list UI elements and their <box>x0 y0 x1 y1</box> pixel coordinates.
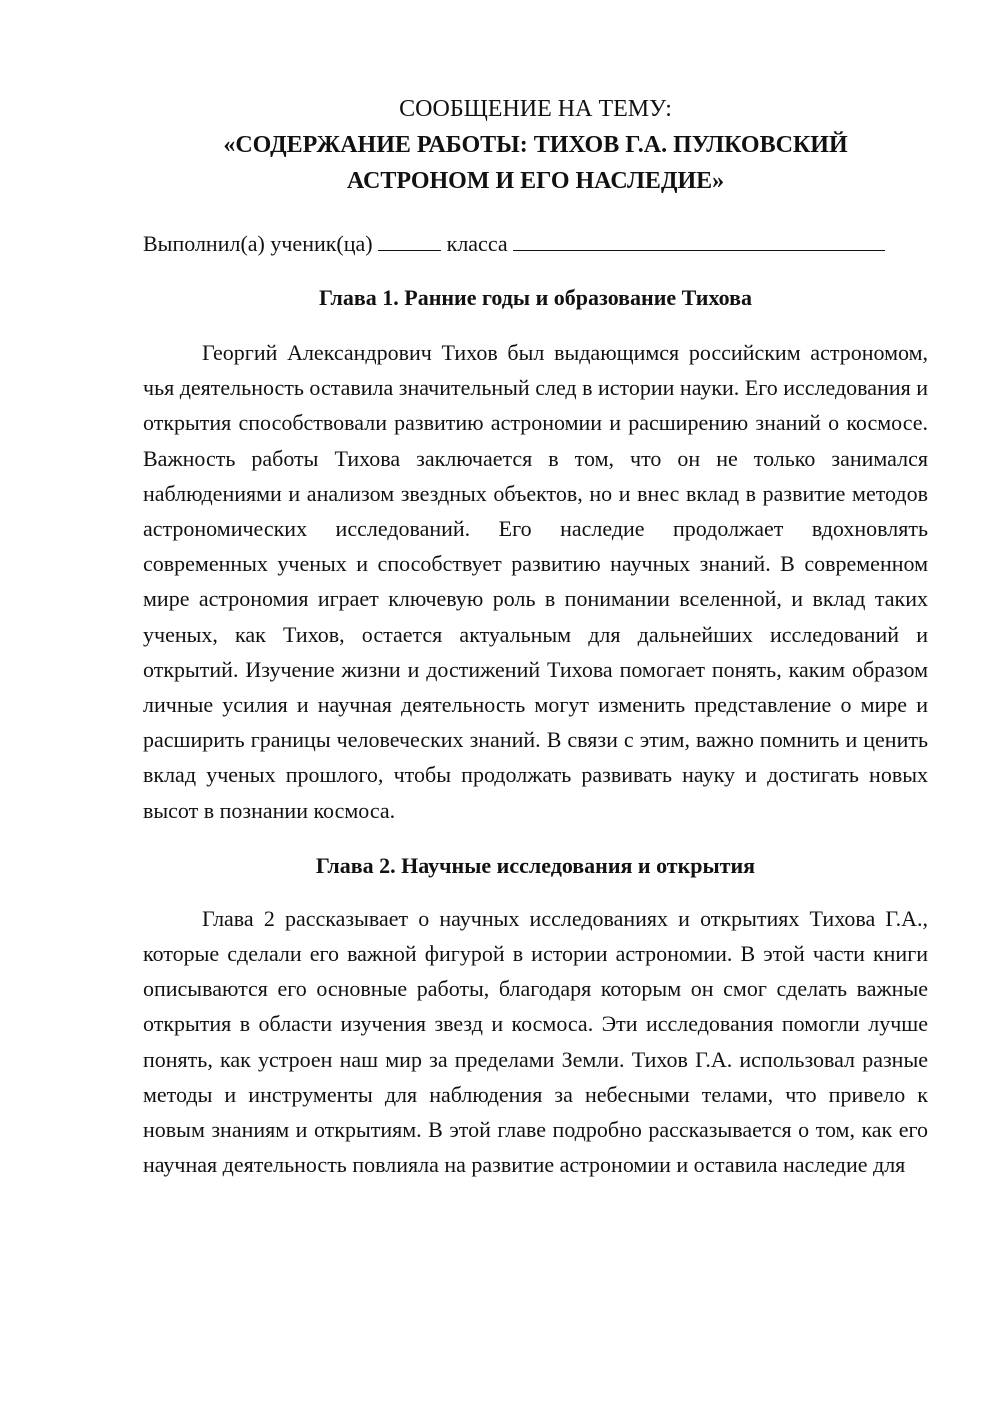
chapter-1-paragraph: Георгий Александрович Тихов был выдающимся российским астрономом, чья деятельность оставила значительный след в истории науки. Его исследования и открытия способствовали развитию астрономии и расширению знаний о космосе. Важность работы Тихова заключается в том, что он не только занимался наблюдениями и анализом звездных объектов, но и внес вклад в развитие методов астрономических исследований. Его наследие продолжает вдохновлять современных ученых и способствует развитию научных знаний. В современном мире астрономия играет ключевую роль в понимании вселенной, и вклад таких ученых, как Тихов, остается актуальным для дальнейших исследований и открытий. Изучение жизни и достижений Тихова помогает понять, каким образом личные усилия и научная деятельность могут изменить представление о мире и расширить границы человеческих знаний. В связи с этим, важно помнить и ценить вклад ученых прошлого, чтобы продолжать развивать науку и достигать новых высот в познании космоса. <box>143 340 928 823</box>
chapter-2-title: Глава 2. Научные исследования и открытия <box>315 852 756 878</box>
heading-subject-line: СООБЩЕНИЕ НА ТЕМУ: <box>399 96 672 122</box>
heading-topic-line-1: «СОДЕРЖАНИЕ РАБОТЫ: ТИХОВ Г.А. ПУЛКОВСКИЙ <box>223 132 848 158</box>
performer-line <box>143 226 928 261</box>
document-content <box>143 92 928 1182</box>
class-number-blank <box>378 226 441 251</box>
performer-label: Выполнил(а) ученик(ца) <box>143 231 373 256</box>
class-label: класса <box>446 231 508 256</box>
chapter-1-title: Глава 1. Ранние годы и образование Тихова <box>319 285 752 310</box>
chapter-2-paragraph: Глава 2 рассказывает о научных исследованиях и открытиях Тихова Г.А., которые сделали его важной фигурой в истории астрономии. В этой части книги описываются его основные работы, благодаря которым он смог сделать важные открытия в области изучения звезд и космоса. Эти исследования помогли лучше понять, как устроен наш мир за пределами Земли. Тихов Г.А. использовал разные методы и инструменты для наблюдения за небесными телами, что привело к новым знаниям и открытиям. В этой главе подробно рассказывается о том, как его научная деятельность повлияла на развитие астрономии и оставила наследие для <box>143 905 928 1178</box>
heading-topic-line-2: АСТРОНОМ И ЕГО НАСЛЕДИЕ» <box>346 168 725 194</box>
student-name-blank <box>513 226 885 251</box>
